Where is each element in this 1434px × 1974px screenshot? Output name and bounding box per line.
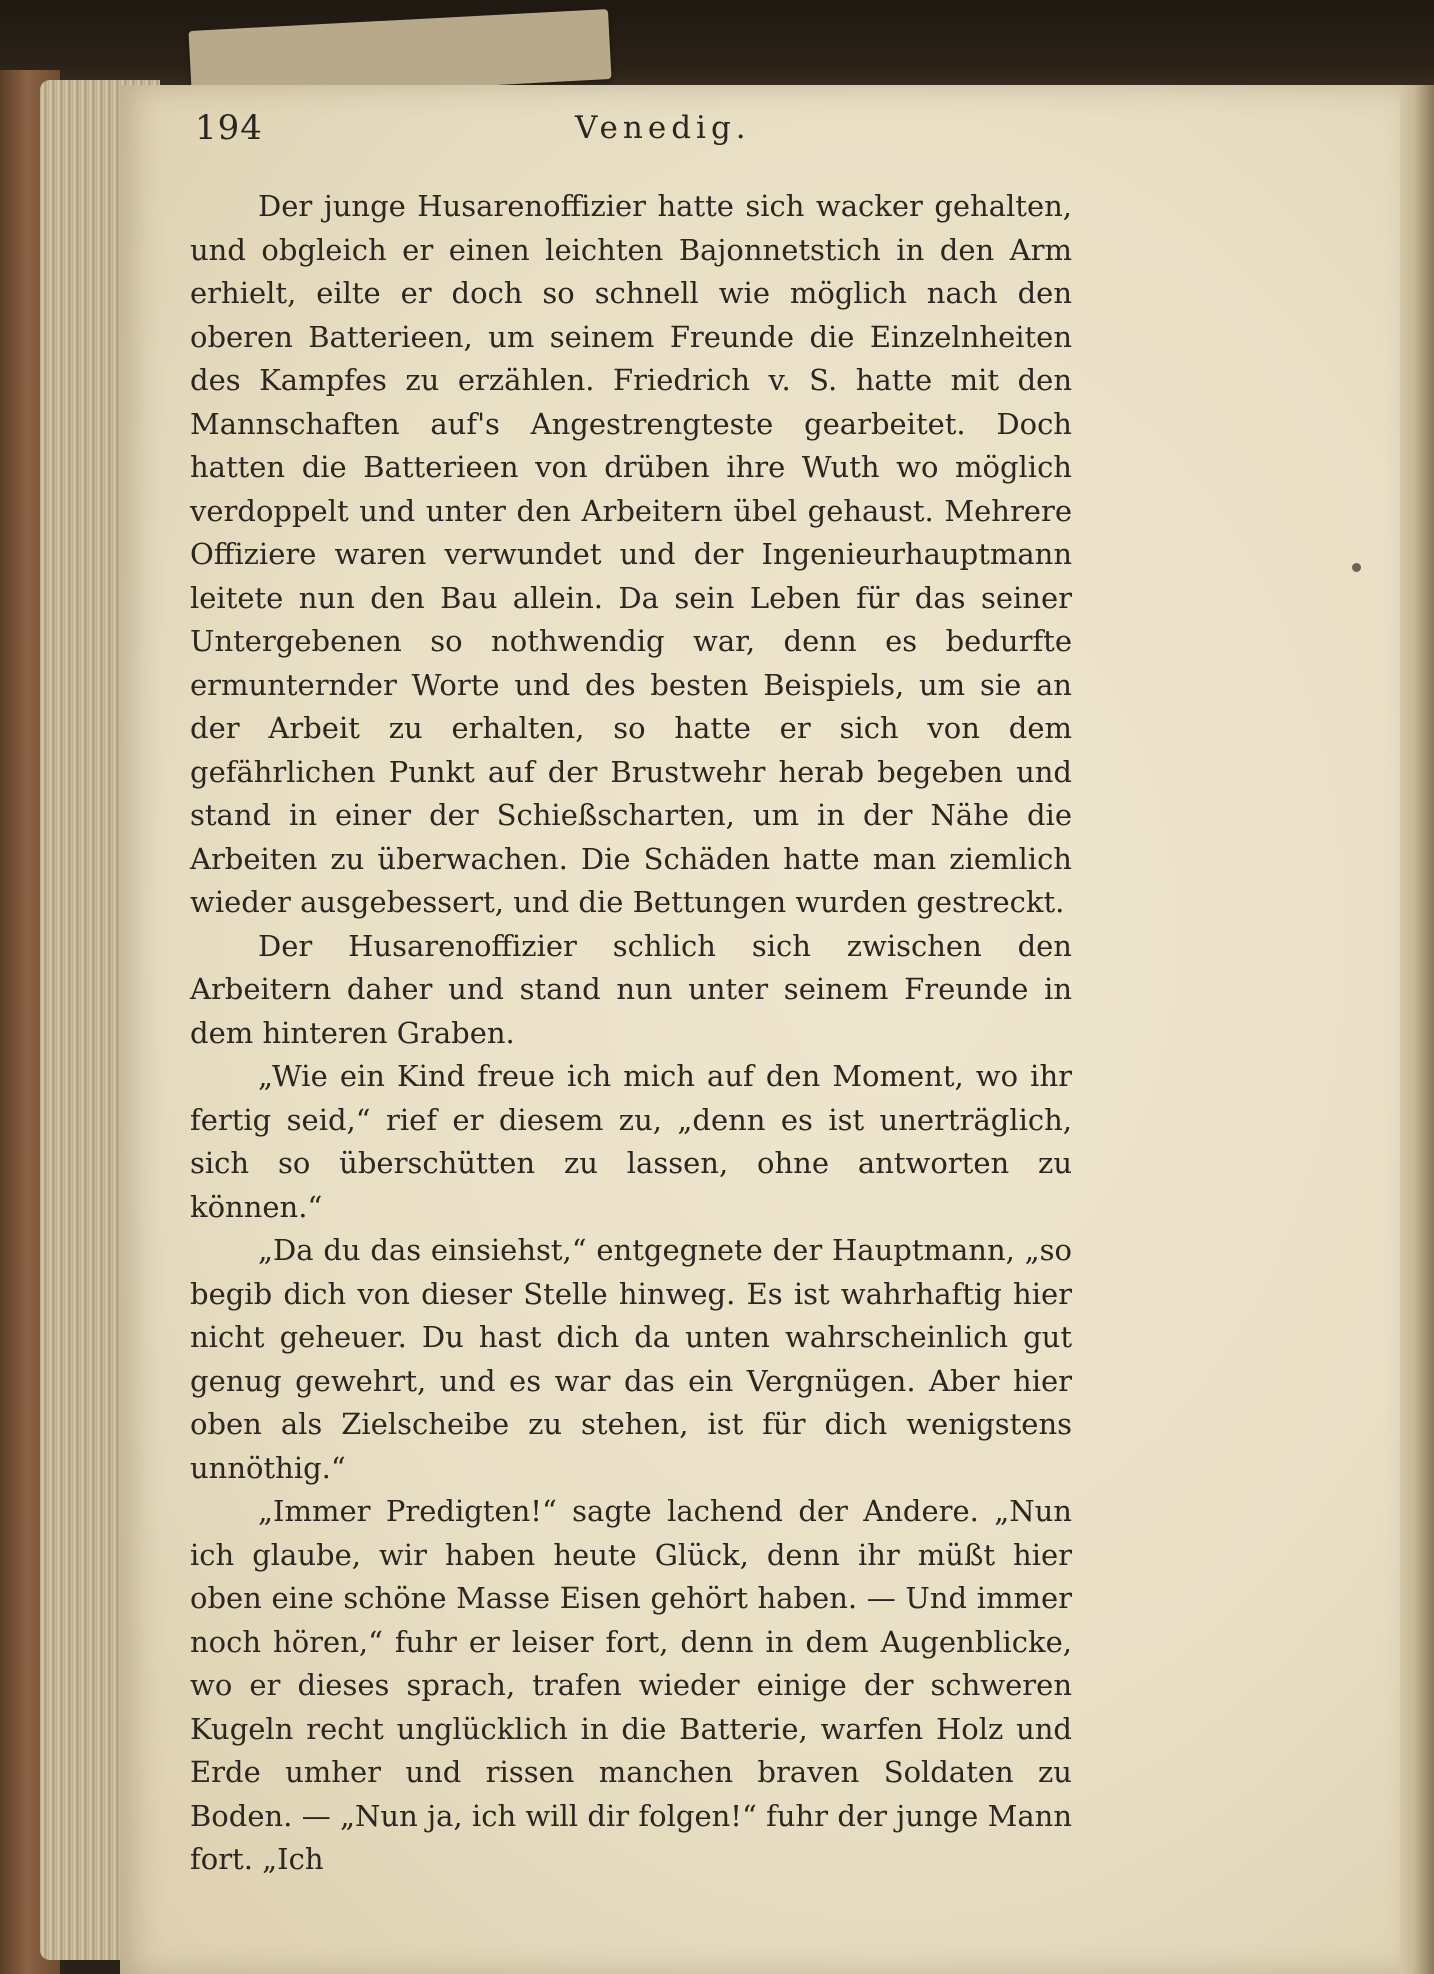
page-number: 194 bbox=[195, 108, 263, 148]
paragraph: „Immer Predigten!“ sagte lachend der Andere. „Nun ich glaube, wir haben heute Glück, denn ihr müßt hier oben eine schöne Masse Eisen gehört haben. — Und immer noch hören,“ fuhr er leiser fort, denn in dem Augenblicke, wo er dieses sprach, trafen wieder einige der schweren Kugeln recht unglücklich in die Batterie, warfen Holz und Erde umher und rissen manchen braven Soldaten zu Boden. — „Nun ja, ich will dir folgen!“ fuhr der junge Mann fort. „Ich bbox=[190, 1494, 1072, 1876]
ink-speck bbox=[1352, 563, 1361, 572]
paragraph: „Da du das einsiehst,“ entgegnete der Hauptmann, „so begib dich von dieser Stelle hinweg. Es ist wahrhaftig hier nicht geheuer. Du hast dich da unten wahrscheinlich gut genug gewehrt, und es war das ein Vergnügen. Aber hier oben als Zielscheibe zu stehen, ist für dich wenigstens unnöthig.“ bbox=[190, 1233, 1072, 1485]
paragraph: „Wie ein Kind freue ich mich auf den Moment, wo ihr fertig seid,“ rief er diesem zu, „denn es ist unerträglich, sich so überschütten zu lassen, ohne antworten zu können.“ bbox=[190, 1059, 1072, 1224]
facing-page-edge bbox=[1394, 85, 1434, 1974]
paragraph: Der Husarenoffizier schlich sich zwischen den Arbeitern daher und stand nun unter seinem Freunde in dem hinteren Graben. bbox=[190, 928, 1072, 1050]
running-head bbox=[195, 108, 1065, 158]
body-text bbox=[190, 185, 1072, 1882]
running-head-title: Venedig. bbox=[575, 110, 751, 146]
paragraph: Der junge Husarenoffizier hatte sich wacker gehalten, und obgleich er einen leichten Bajonnetstich in den Arm erhielt, eilte er doch so schnell wie möglich nach den oberen Batterieen, um seinem Freunde die Einzelnheiten des Kampfes zu erzählen. Friedrich v. S. hatte mit den Mannschaften auf's Angestrengteste gearbeitet. Doch hatten die Batterieen von drüben ihre Wuth wo möglich verdoppelt und unter den Arbeitern übel gehaust. Mehrere Offiziere waren verwundet und der Ingenieurhauptmann leitete nun den Bau allein. Da sein Leben für das seiner Untergebenen so nothwendig war, denn es bedurfte ermunternder Worte und des besten Beispiels, um sie an der Arbeit zu erhalten, so hatte er sich von dem gefährlichen Punkt auf der Brustwehr herab begeben und stand in einer der Schießscharten, um in der Nähe die Arbeiten zu überwachen. Die Schäden hatte man ziemlich wieder ausgebessert, und die Bettungen wurden gestreckt. bbox=[190, 189, 1072, 919]
